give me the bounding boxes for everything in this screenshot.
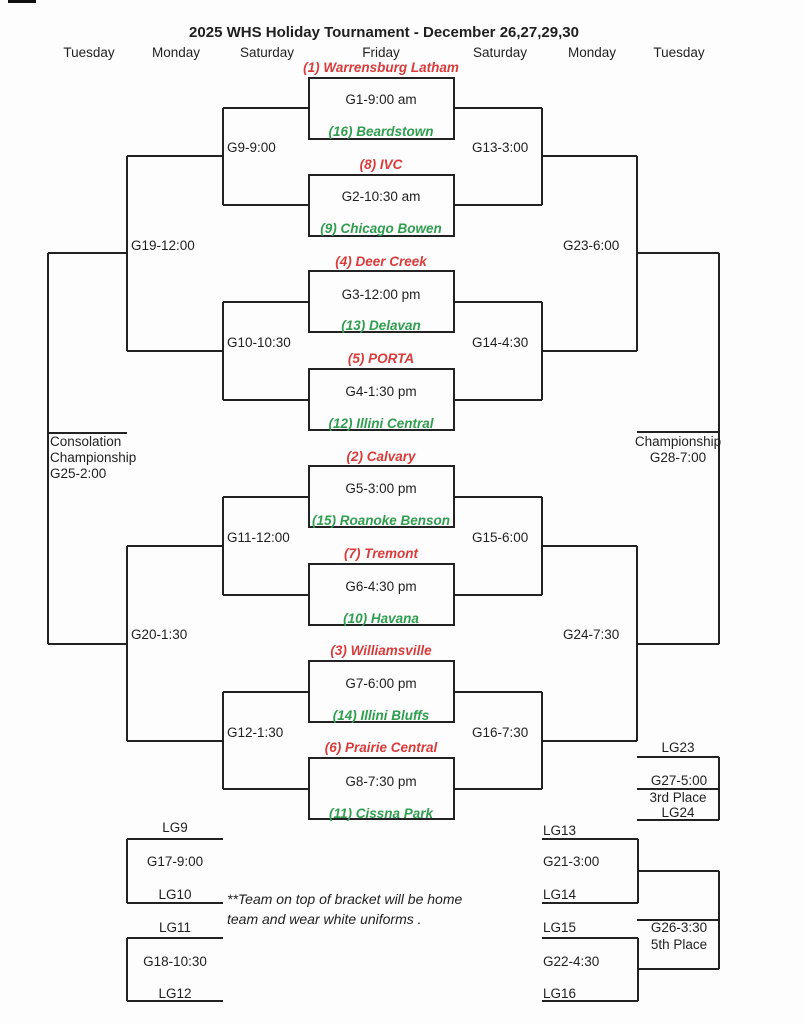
team-seed-bottom-g3: (13) Delavan <box>341 318 421 333</box>
home-team-note-line1: **Team on top of bracket will be home <box>227 891 463 907</box>
home-team-note-line2: team and wear white uniforms . <box>227 911 422 927</box>
loser-label-lg10: LG10 <box>158 887 192 902</box>
game-label-g2: G2-10:30 am <box>341 189 421 204</box>
team-seed-bottom-g7: (14) Illini Bluffs <box>332 708 430 723</box>
team-seed-bottom-g4: (12) Illini Central <box>328 416 434 431</box>
round-label-g9: G9-9:00 <box>227 140 276 155</box>
game-label-g27: G27-5:00 <box>650 773 708 788</box>
team-seed-top-g6: (7) Tremont <box>343 546 419 561</box>
game-label-g17: G17-9:00 <box>146 854 204 869</box>
round-label-g14: G14-4:30 <box>472 335 529 350</box>
round-label-g19: G19-12:00 <box>131 238 195 253</box>
game-label-g4: G4-1:30 pm <box>345 384 417 399</box>
round2-brackets-left <box>127 108 223 789</box>
championship-line1: Championship <box>634 434 722 449</box>
day-header-saturday-1: Saturday <box>239 45 295 60</box>
round1-connectors-right <box>455 108 542 789</box>
team-seed-bottom-g8: (11) Cissna Park <box>328 806 434 821</box>
round2-brackets-right <box>542 108 637 789</box>
team-seed-top-g4: (5) PORTA <box>347 351 415 366</box>
day-header-monday-2: Monday <box>567 45 617 60</box>
loser-label-lg9: LG9 <box>162 820 188 835</box>
game-label-g26: G26-3:30 <box>650 920 708 935</box>
day-header-monday-1: Monday <box>151 45 201 60</box>
loser-label-lg24: LG24 <box>661 805 695 820</box>
home-team-note <box>227 889 462 929</box>
fifth-place-label: 5th Place <box>650 937 708 952</box>
round1-connectors-left <box>223 108 308 789</box>
team-seed-top-g5: (2) Calvary <box>346 449 416 464</box>
team-seed-top-g7: (3) Williamsville <box>330 643 432 658</box>
game-label-g3: G3-12:00 pm <box>341 287 421 302</box>
loser-label-lg11: LG11 <box>158 920 192 935</box>
loser-label-lg16: LG16 <box>543 986 577 1001</box>
game-label-g22: G22-4:30 <box>543 954 600 969</box>
round-label-g20: G20-1:30 <box>131 627 188 642</box>
team-seed-bottom-g5: (15) Roanoke Benson <box>311 513 451 528</box>
championship-label <box>635 434 721 466</box>
game-label-g6: G6-4:30 pm <box>345 579 417 594</box>
game-label-g21: G21-3:00 <box>543 854 600 869</box>
team-seed-top-g2: (8) IVC <box>359 157 403 172</box>
consolation-line3: G25-2:00 <box>50 466 107 481</box>
loser-label-lg14: LG14 <box>543 887 577 902</box>
round-label-g11: G11-12:00 <box>227 530 290 545</box>
consolation-line1: Consolation <box>50 434 122 449</box>
team-seed-bottom-g2: (9) Chicago Bowen <box>320 221 442 236</box>
championship-line2: G28-7:00 <box>649 450 707 465</box>
game-label-g5: G5-3:00 pm <box>345 481 417 496</box>
round-label-g23: G23-6:00 <box>563 238 620 253</box>
day-header-friday: Friday <box>362 45 400 60</box>
loser-label-lg13: LG13 <box>543 823 577 838</box>
consolation-championship-label <box>50 434 136 482</box>
day-header-tuesday-1: Tuesday <box>63 45 115 60</box>
page-title: 2025 WHS Holiday Tournament - December 26,27,29,30 <box>189 24 579 41</box>
round-label-g16: G16-7:30 <box>472 725 529 740</box>
consolation-line2: Championship <box>50 450 137 465</box>
team-seed-top-g8: (6) Prairie Central <box>324 740 438 755</box>
loser-label-lg12: LG12 <box>158 986 192 1001</box>
game-label-g18: G18-10:30 <box>143 954 207 969</box>
game-label-g1: G1-9:00 am <box>345 92 417 107</box>
round-label-g12: G12-1:30 <box>227 725 284 740</box>
loser-label-lg23: LG23 <box>661 740 695 755</box>
round-label-g15: G15-6:00 <box>472 530 529 545</box>
game-label-g7: G7-6:00 pm <box>345 676 417 691</box>
day-header-saturday-2: Saturday <box>472 45 528 60</box>
loser-label-lg15: LG15 <box>543 920 577 935</box>
team-seed-bottom-g1: (16) Beardstown <box>328 124 434 139</box>
team-seed-bottom-g6: (10) Havana <box>343 611 419 626</box>
round-label-g24: G24-7:30 <box>563 627 620 642</box>
third-place-label: 3rd Place <box>649 790 707 805</box>
round-label-g10: G10-10:30 <box>227 335 291 350</box>
team-seed-top-g3: (4) Deer Creek <box>335 254 427 269</box>
game-label-g8: G8-7:30 pm <box>345 774 417 789</box>
round-label-g13: G13-3:00 <box>472 140 529 155</box>
day-header-tuesday-2: Tuesday <box>653 45 705 60</box>
team-seed-top-g1: (1) Warrensburg Latham <box>303 60 459 75</box>
